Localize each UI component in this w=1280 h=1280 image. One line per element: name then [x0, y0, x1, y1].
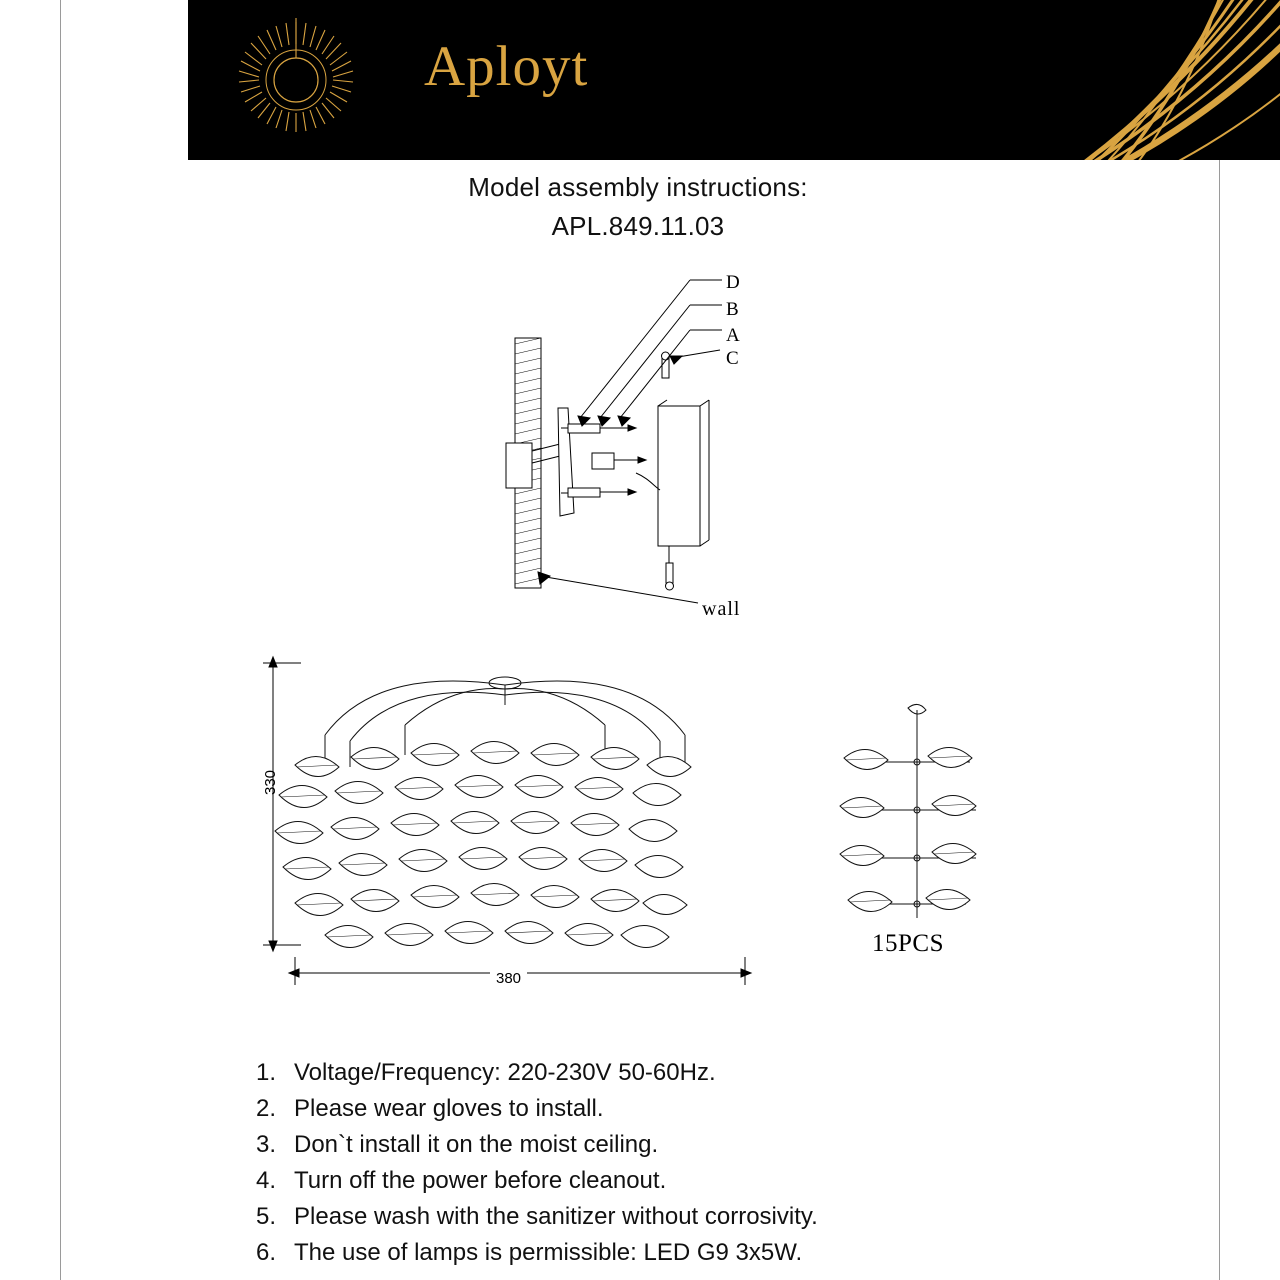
page-title	[188, 172, 1088, 242]
note-number: 3.	[255, 1131, 276, 1158]
callout-c: C	[726, 348, 739, 369]
list-item	[232, 1091, 1192, 1127]
brand-name: Aployt	[424, 35, 589, 98]
note-number: 4.	[255, 1167, 276, 1194]
callout-d: D	[726, 272, 740, 293]
wall-label: wall	[702, 598, 741, 620]
pcs-quantity-label: 15PCS	[872, 930, 944, 957]
callout-a: A	[726, 325, 740, 346]
note-text: Please wear gloves to install.	[294, 1095, 604, 1122]
list-item	[232, 1163, 1192, 1199]
height-dimension-label: 330	[262, 769, 279, 795]
callout-b: B	[726, 299, 739, 320]
note-text: The use of lamps is permissible: LED G9 3x5W.	[294, 1239, 803, 1266]
note-number: 5.	[255, 1203, 276, 1230]
list-item	[232, 1055, 1192, 1091]
note-text: Don`t install it on the moist ceiling.	[294, 1131, 659, 1158]
list-item	[232, 1199, 1192, 1235]
sunburst-logo-icon	[230, 14, 362, 146]
note-number: 6.	[255, 1239, 276, 1266]
width-dimension-label: 380	[490, 970, 527, 987]
note-text: Please wash with the sanitizer without corrosivity.	[294, 1203, 818, 1230]
note-number: 1.	[255, 1059, 276, 1086]
instruction-list	[232, 1055, 1192, 1271]
title-line: Model assembly instructions:	[468, 172, 808, 202]
note-text: Turn off the power before cleanout.	[294, 1167, 667, 1194]
fan-rays-decoration-icon	[820, 0, 1280, 160]
header-banner	[188, 0, 1280, 160]
product-drawing	[255, 645, 775, 995]
model-code: APL.849.11.03	[551, 211, 725, 241]
note-number: 2.	[255, 1095, 276, 1122]
list-item	[232, 1127, 1192, 1163]
list-item	[232, 1235, 1192, 1271]
assembly-diagram	[440, 258, 840, 638]
note-text: Voltage/Frequency: 220-230V 50-60Hz.	[294, 1059, 716, 1086]
